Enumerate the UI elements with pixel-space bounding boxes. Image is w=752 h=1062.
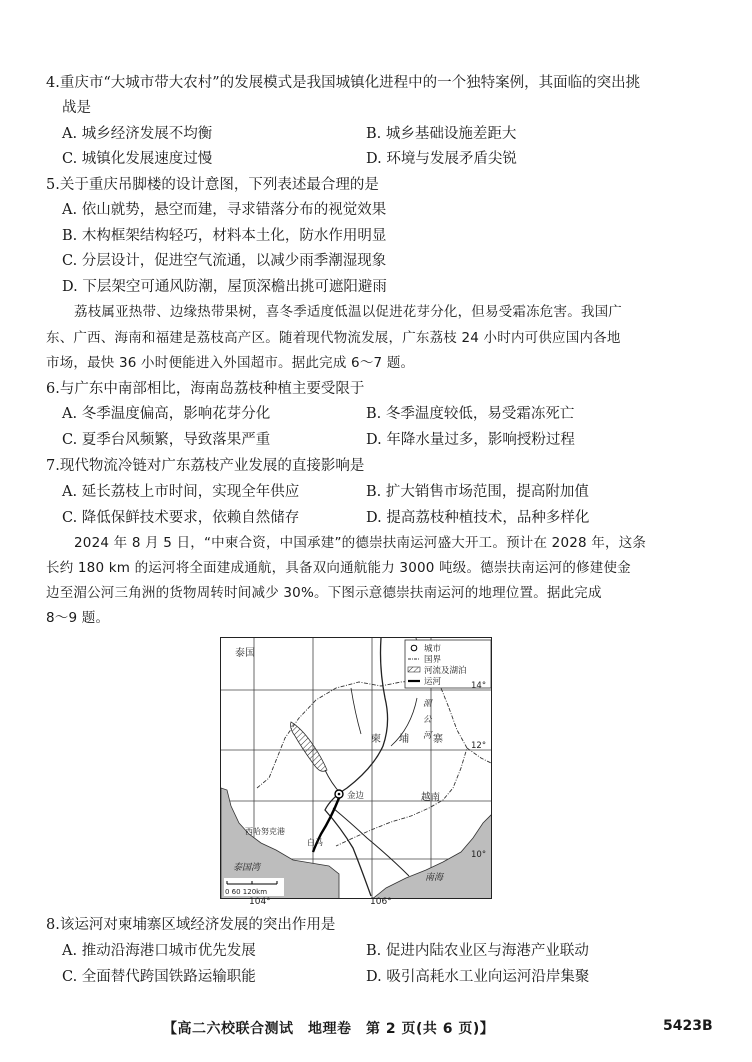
q7-option-b: B. 扩大销售市场范围，提高附加值 xyxy=(366,484,589,500)
label-vietnam: 越南 xyxy=(421,792,441,803)
legend-canal: 运河 xyxy=(424,677,442,687)
q4-stem-line2: 战是 xyxy=(62,100,91,116)
q5-stem: 5.关于重庆吊脚楼的设计意图，下列表述最合理的是 xyxy=(46,177,379,193)
label-lat-10: 10° xyxy=(471,850,487,860)
q4-option-a: A. 城乡经济发展不均衡 xyxy=(62,126,213,142)
canal-location-map xyxy=(220,637,492,899)
q6-option-c: C. 夏季台风频繁，导致落果严重 xyxy=(62,432,271,448)
passage1-line3: 市场，最快 36 小时便能进入外国超市。据此完成 6～7 题。 xyxy=(46,355,415,371)
label-mekong-1: 湄 xyxy=(423,699,432,709)
q7-option-c: C. 降低保鲜技术要求，依赖自然储存 xyxy=(62,510,300,526)
mekong-river xyxy=(325,638,388,896)
q8-option-b: B. 促进内陆农业区与海港产业联动 xyxy=(366,943,589,959)
scale-bar xyxy=(224,878,284,896)
q5-option-c: C. 分层设计，促进空气流通，以减少雨季潮湿现象 xyxy=(62,253,387,269)
label-gulf: 泰国湾 xyxy=(233,863,261,873)
label-thailand: 泰国 xyxy=(235,648,255,659)
label-phnom-penh: 金边 xyxy=(347,791,365,801)
q8-option-d: D. 吸引高耗水工业向运河沿岸集聚 xyxy=(366,969,590,985)
scale-label: 0 60 120km xyxy=(225,888,268,896)
passage2-line1: 2024 年 8 月 5 日，“中柬合资，中国承建”的德崇扶南运河盛大开工。预计在 2028 年，这条 xyxy=(74,535,647,551)
label-mekong-2: 公 xyxy=(423,715,432,725)
map-lon-104: 104° xyxy=(249,897,271,907)
q8-option-a: A. 推动沿海港口城市优先发展 xyxy=(62,943,256,959)
label-cambodia-3: 寨 xyxy=(433,734,443,745)
q5-option-a: A. 依山就势，悬空而建，寻求错落分布的视觉效果 xyxy=(62,202,387,218)
label-mekong-3: 河 xyxy=(423,731,432,741)
passage1-line2: 东、广西、海南和福建是荔枝高产区。随着现代物流发展，广东荔枝 24 小时内可供应国内各地 xyxy=(46,330,621,346)
label-lat-14: 14° xyxy=(471,681,487,691)
q7-stem: 7.现代物流冷链对广东荔枝产业发展的直接影响是 xyxy=(46,458,365,474)
q8-stem: 8.该运河对柬埔寨区域经济发展的突出作用是 xyxy=(46,917,336,933)
label-lat-12: 12° xyxy=(471,741,487,751)
paper-code: 5423B xyxy=(663,1018,713,1034)
page-footer: 【高二六校联合测试 地理卷 第 2 页(共 6 页)】 xyxy=(163,1021,495,1037)
q5-option-b: B. 木构框架结构轻巧，材料本土化，防水作用明显 xyxy=(62,228,387,244)
q6-option-d: D. 年降水量过多，影响授粉过程 xyxy=(366,432,575,448)
label-south-sea: 南海 xyxy=(425,873,444,883)
legend-city: 城市 xyxy=(424,644,442,654)
q6-option-b: B. 冬季温度较低，易受霜冻死亡 xyxy=(366,406,575,422)
map-lon-106: 106° xyxy=(370,897,392,907)
q7-option-d: D. 提高荔枝种植技术，品种多样化 xyxy=(366,510,590,526)
q7-option-a: A. 延长荔枝上市时间，实现全年供应 xyxy=(62,484,300,500)
q6-option-a: A. 冬季温度偏高，影响花芽分化 xyxy=(62,406,271,422)
label-cambodia-2: 埔 xyxy=(399,734,409,745)
label-sihanoukville: 西哈努克港 xyxy=(245,827,285,836)
q4-option-c: C. 城镇化发展速度过慢 xyxy=(62,151,213,167)
q4-stem-line1: 4.重庆市“大城市带大农村”的发展模式是我国城镇化进程中的一个独特案例，其面临的突出挑 xyxy=(46,75,641,91)
passage2-line2: 长约 180 km 的运河将全面建成通航，具备双向通航能力 3000 吨级。德崇扶南运河的修建使金 xyxy=(46,560,631,576)
q6-stem: 6.与广东中南部相比，海南岛荔枝种植主要受限于 xyxy=(46,381,365,397)
q4-option-b: B. 城乡基础设施差距大 xyxy=(366,126,517,142)
q5-option-d: D. 下层架空可通风防潮，屋顶深檐出挑可遮阳避雨 xyxy=(62,279,387,295)
label-kampot: 白马 xyxy=(307,838,323,847)
legend-border: 国界 xyxy=(424,655,442,665)
map-drawing xyxy=(221,638,492,899)
q8-option-c: C. 全面替代跨国铁路运输职能 xyxy=(62,969,256,985)
q4-option-d: D. 环境与发展矛盾尖锐 xyxy=(366,151,517,167)
tonle-sap-lake xyxy=(291,722,328,771)
legend-river: 河流及湖泊 xyxy=(424,666,467,676)
passage2-line3: 边至湄公河三角洲的货物周转时间减少 30%。下图示意德崇扶南运河的地理位置。据此完成 xyxy=(46,585,602,601)
passage1-line1: 荔枝属亚热带、边缘热带果树，喜冬季适度低温以促进花芽分化，但易受霜冻危害。我国广 xyxy=(74,304,622,320)
tributary-north xyxy=(351,688,361,734)
label-cambodia-1: 柬 xyxy=(371,734,381,745)
passage2-line4: 8～9 题。 xyxy=(46,610,110,626)
